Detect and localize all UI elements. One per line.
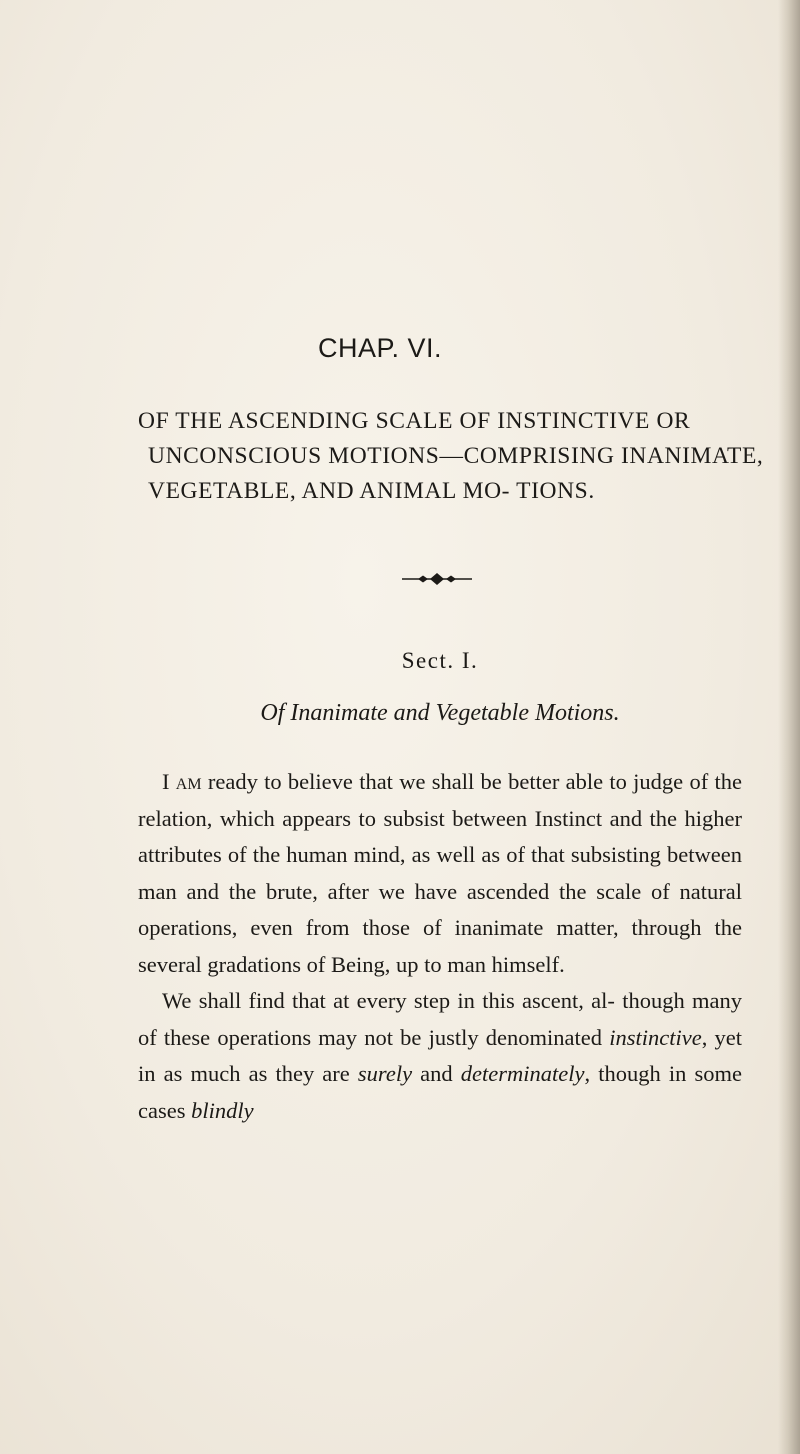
chapter-label: CHAP. VI. <box>317 333 443 363</box>
paragraph-1-text: ready to believe that we shall be better able to judge of the relation, which appears to subsist between Instinct and the higher attributes of the human mind, as well as of that subsisting between man and the brute, after we have ascended the scale of natural operations, even from those of inanimate matter, through the several gradations of Being, up to man himself. <box>138 769 742 977</box>
paragraph-2-text-g: , though in some cases <box>138 1061 742 1123</box>
body-text <box>138 764 742 1129</box>
paragraph-2 <box>138 983 742 1129</box>
chapter-heading: OF THE ASCENDING SCALE OF INSTINCTIVE OR UNCONSCIOUS MOTIONS—COMPRISING INANIMATE, VEGETABLE, AND ANIMAL MO- TIONS. <box>138 408 764 504</box>
paragraph-2-text-a: We shall find that at every step in this ascent, al- though many of these operations may not be justly denominated <box>138 988 742 1050</box>
emphasis-determinately: determinately <box>460 1061 585 1086</box>
paragraph-1 <box>138 764 742 983</box>
emphasis-surely: surely <box>357 1061 413 1086</box>
ornament-divider-icon <box>402 572 472 586</box>
opening-words: I am <box>162 769 202 794</box>
section-title: Of Inanimate and Vegetable Motions. <box>260 700 620 726</box>
emphasis-instinctive: instinctive <box>609 1024 702 1050</box>
paragraph-2-text-e: and <box>412 1061 461 1086</box>
section-label: Sect. I. <box>401 648 479 673</box>
emphasis-blindly: blindly <box>191 1097 254 1123</box>
paragraph-2-text-c: , yet in as much as they are <box>138 1024 742 1086</box>
page-edge-shadow <box>778 0 800 1454</box>
